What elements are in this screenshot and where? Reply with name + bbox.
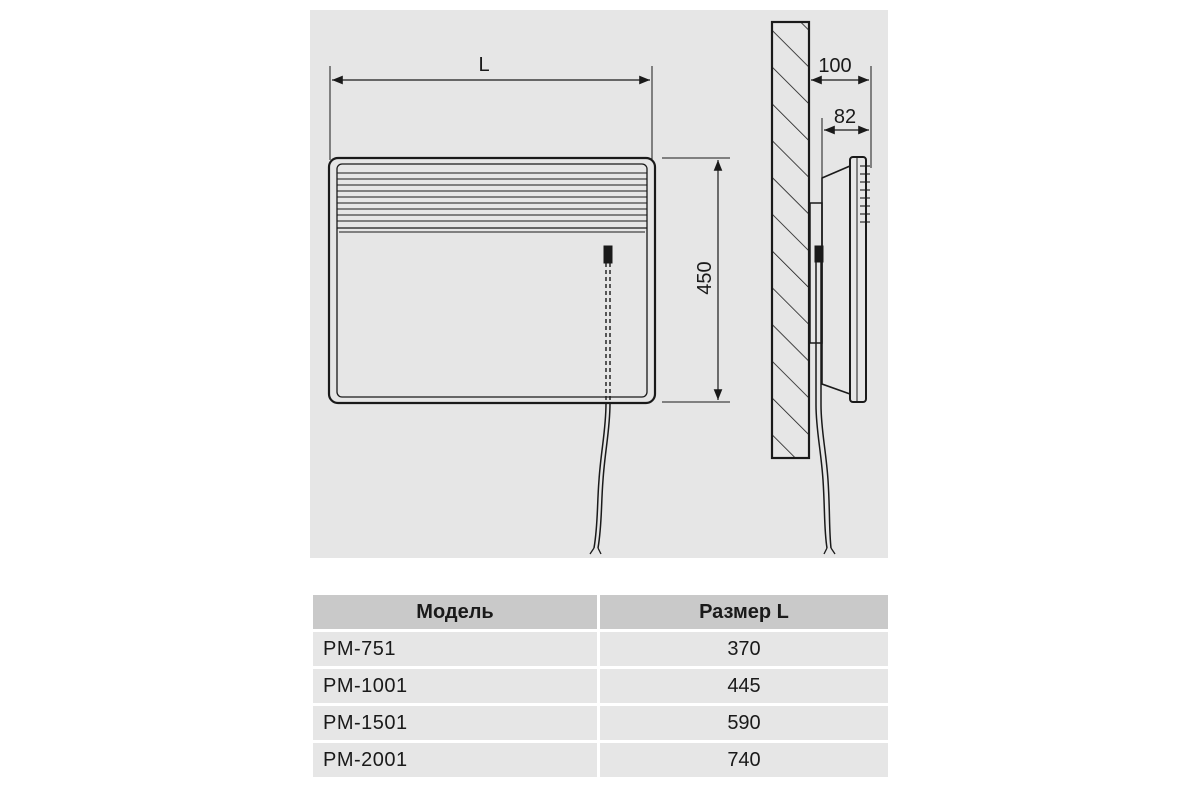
table-row <box>313 632 888 666</box>
cell-size: 370 <box>600 632 888 666</box>
table-header-row <box>313 595 888 629</box>
cell-model: PM-1501 <box>313 706 600 740</box>
table-row <box>313 706 888 740</box>
table-row <box>313 743 888 777</box>
model-size-table <box>313 592 888 780</box>
front-view <box>329 66 730 554</box>
grille-slats <box>337 173 647 221</box>
depth-total-label: 100 <box>818 55 852 77</box>
length-label: L <box>478 54 490 76</box>
header-size: Размер L <box>600 595 888 629</box>
height-label: 450 <box>694 261 716 295</box>
header-model: Модель <box>313 595 600 629</box>
table-row <box>313 669 888 703</box>
cell-size: 590 <box>600 706 888 740</box>
heater-side-profile <box>822 166 850 394</box>
depth-body-label: 82 <box>833 106 857 128</box>
cell-model: PM-751 <box>313 632 600 666</box>
thermostat-block <box>604 246 612 263</box>
diagram-panel <box>310 10 888 558</box>
side-view <box>772 22 871 554</box>
wall-section <box>772 22 809 458</box>
cell-size: 445 <box>600 669 888 703</box>
cell-model: PM-1001 <box>313 669 600 703</box>
cell-size: 740 <box>600 743 888 777</box>
diagram-svg <box>310 10 888 558</box>
cell-model: PM-2001 <box>313 743 600 777</box>
